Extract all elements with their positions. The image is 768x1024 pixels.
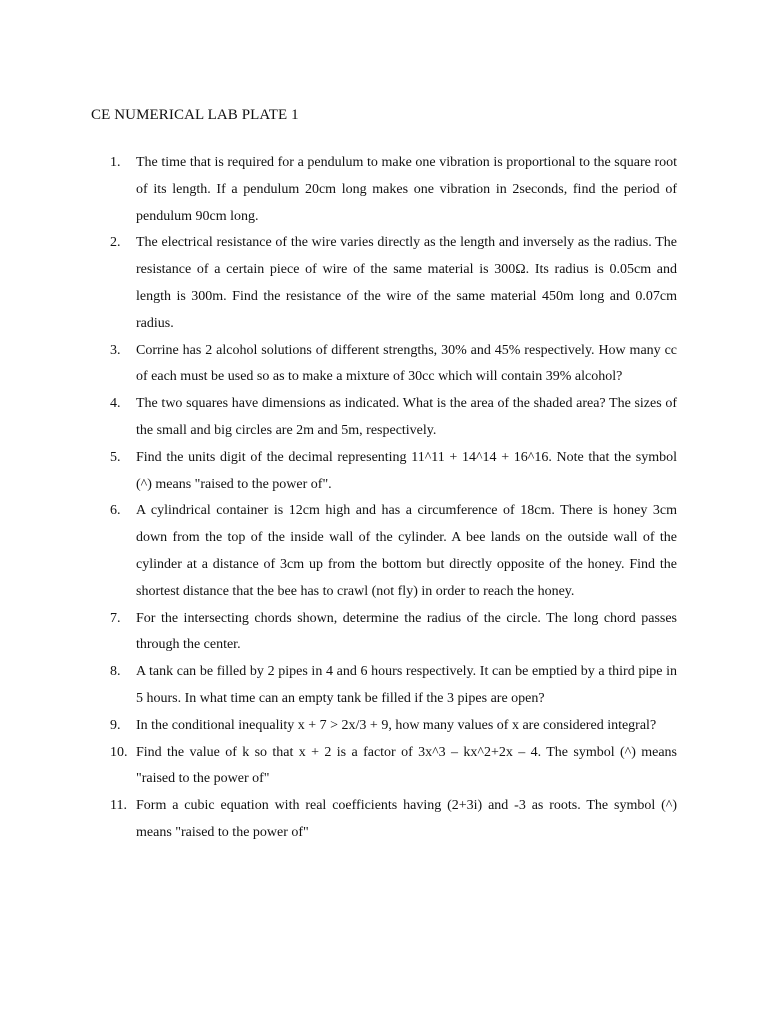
- item-number: 5.: [110, 449, 121, 465]
- item-text: Corrine has 2 alcohol solutions of different strengths, 30% and 45% respectively. How many cc of each must be used so as to make a mixture of 30cc which will contain 39% alcohol?: [136, 342, 677, 385]
- problem-list: [0, 150, 768, 847]
- list-item: [0, 793, 768, 847]
- item-number: 4.: [110, 396, 121, 412]
- list-item: [0, 445, 768, 499]
- item-number: 10.: [110, 744, 128, 760]
- item-text: Find the units digit of the decimal representing 11^11 + 14^14 + 16^16. Note that the symbol (^) means "raised to the power of".: [136, 449, 677, 492]
- item-text: A tank can be filled by 2 pipes in 4 and 6 hours respectively. It can be emptied by a third pipe in 5 hours. In what time can an empty tank be filled if the 3 pipes are open?: [136, 664, 677, 706]
- item-number: 11.: [110, 798, 127, 814]
- list-item: [0, 391, 768, 445]
- item-text: The electrical resistance of the wire varies directly as the length and inversely as the radius. The resistance of a certain piece of wire of the same material is 300Ω. Its radius is 0.05cm and length is 300m. Find the resistance of the wire of the same material 450m long and 0.07cm radius.: [136, 235, 677, 331]
- list-item: [0, 338, 768, 392]
- item-number: 9.: [110, 717, 121, 733]
- item-text: A cylindrical container is 12cm high and has a circumference of 18cm. There is honey 3cm down from the top of the inside wall of the cylinder. A bee lands on the outside wall of the cylinder at a distance of 3cm up from the bottom but directly opposite of the honey. Find the shortest distance that the bee has to crawl (not fly) in order to reach the honey.: [136, 503, 677, 599]
- list-item: [0, 740, 768, 794]
- item-number: 6.: [110, 503, 121, 519]
- item-text: Find the value of k so that x + 2 is a factor of 3x^3 – kx^2+2x – 4. The symbol (^) means "raised to the power of": [136, 744, 677, 787]
- list-item: [0, 606, 768, 660]
- item-number: 7.: [110, 610, 121, 626]
- item-text: Form a cubic equation with real coefficients having (2+3i) and -3 as roots. The symbol (^) means "raised to the power of": [136, 798, 677, 840]
- list-item: [0, 150, 768, 230]
- list-item: [0, 659, 768, 713]
- item-text: The time that is required for a pendulum to make one vibration is proportional to the square root of its length. If a pendulum 20cm long makes one vibration in 2seconds, find the period of pendulum 90cm long.: [136, 155, 677, 224]
- item-number: 3.: [110, 342, 121, 358]
- item-text: For the intersecting chords shown, determine the radius of the circle. The long chord passes through the center.: [136, 610, 677, 653]
- item-text: In the conditional inequality x + 7 > 2x/3 + 9, how many values of x are considered integral?: [136, 717, 657, 733]
- item-number: 1.: [110, 155, 121, 170]
- list-item: [0, 713, 768, 740]
- list-item: [0, 230, 768, 337]
- list-item: [0, 498, 768, 605]
- document-title: CE NUMERICAL LAB PLATE 1: [91, 107, 299, 123]
- item-text: The two squares have dimensions as indicated. What is the area of the shaded area? The sizes of the small and big circles are 2m and 5m, respectively.: [136, 396, 677, 438]
- item-number: 2.: [110, 235, 121, 251]
- item-number: 8.: [110, 664, 121, 680]
